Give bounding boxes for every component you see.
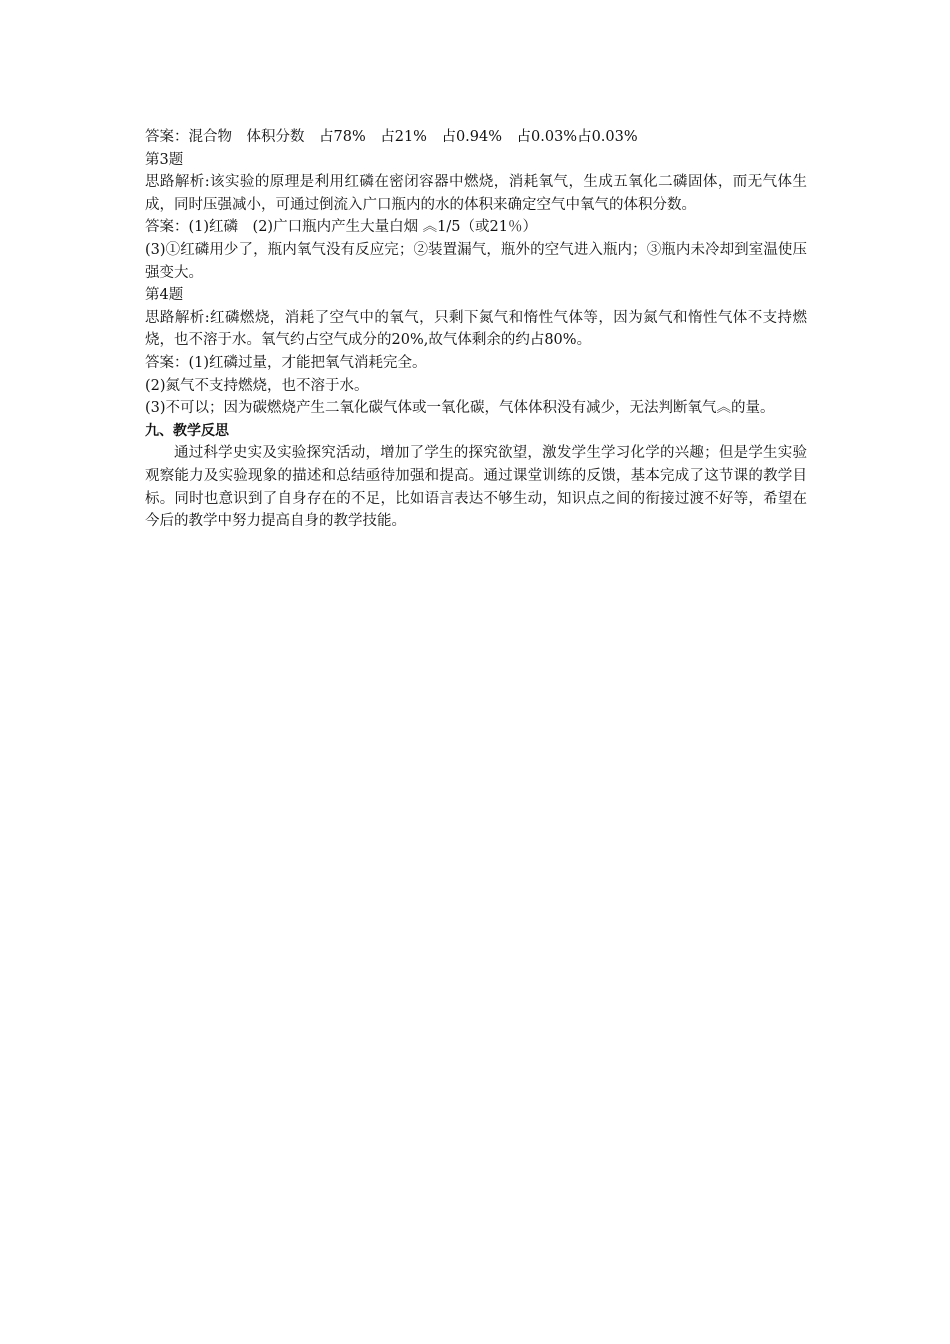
reflection-paragraph: 通过科学史实及实验探究活动，增加了学生的探究欲望，激发学生学习化学的兴趣；但是学生实验观察能力及实验现象的描述和总结亟待加强和提高。通过课堂训练的反馈，基本完成了这节课的教学目标。同时也意识到了自身存在的不足，比如语言表达不够生动，知识点之间的衔接过渡不好等，希望在今后的教学中努力提高自身的教学技能。 xyxy=(145,445,807,530)
question-4-answer-1: 答案：(1)红磷过量，才能把氧气消耗完全。 xyxy=(145,354,427,371)
question-3-answer-1: 答案：(1)红磷 (2)广口瓶内产生大量白烟 ︽1/5（或21％） xyxy=(145,219,537,236)
question-3-analysis: 思路解析:该实验的原理是利用红磷在密闭容器中燃烧，消耗氧气，生成五氧化二磷固体，而无气体生成，同时压强减小，可通过倒流入广口瓶内的水的体积来确定空气中氧气的体积分数。 xyxy=(145,174,807,213)
question-3-title: 第3题 xyxy=(145,151,184,168)
question-4-title: 第4题 xyxy=(145,287,184,304)
document-page xyxy=(145,126,807,533)
question-4-answer-3: (3)不可以；因为碳燃烧产生二氧化碳气体或一氧化碳，气体体积没有减少，无法判断氧气︽的量。 xyxy=(145,400,775,417)
question-3-answer-2: (3)①红磷用少了，瓶内氧气没有反应完；②装置漏气，瓶外的空气进入瓶内；③瓶内未冷却到室温使压强变大。 xyxy=(145,241,807,281)
question-4-analysis: 思路解析:红磷燃烧，消耗了空气中的氧气，只剩下氮气和惰性气体等，因为氮气和惰性气体不支持燃烧，也不溶于水。氧气约占空气成分的20%,故气体剩余的约占80%。 xyxy=(145,309,807,349)
answer-q2: 答案：混合物 体积分数 占78% 占21% 占0.94% 占0.03%占0.03% xyxy=(145,129,638,145)
question-4-answer-2: (2)氮气不支持燃烧，也不溶于水。 xyxy=(145,377,369,394)
section-title-reflection: 九、教学反思 xyxy=(145,422,229,439)
